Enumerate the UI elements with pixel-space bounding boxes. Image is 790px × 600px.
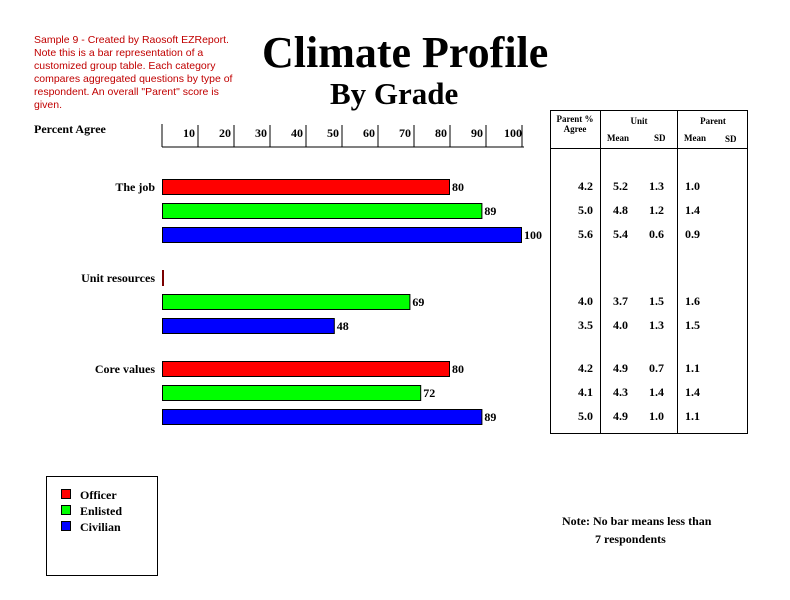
note-line-1: Note: No bar means less than [562,514,712,528]
data-label-enlisted: 72 [423,386,436,400]
legend-label-officer: Officer [80,488,117,502]
cell-unit-sd: 0.7 [649,361,664,375]
header-parent: Parent [700,116,726,126]
data-label-enlisted: 89 [484,204,497,218]
respondent-note [562,512,711,548]
x-tick-label: 10 [183,126,195,140]
cell-unit-mean: 4.3 [613,385,628,399]
cell-unit-sd: 1.2 [649,203,664,217]
cell-unit-mean: 4.8 [613,203,628,217]
cell-parent-pct: 5.0 [578,203,593,217]
cell-parent-pct: 5.6 [578,227,593,241]
cell-parent-pct: 4.2 [578,179,593,193]
chart-subtitle: By Grade [330,76,459,111]
data-label-officer: 80 [452,180,464,194]
cell-unit-mean: 4.0 [613,318,628,332]
cell-unit-sd: 1.0 [649,409,664,423]
header-unit: Unit [630,116,648,126]
header-parent-sd: SD [725,134,737,144]
bar-civilian [163,319,335,334]
note-line-2: 7 respondents [595,532,666,546]
category-label: Core values [94,362,155,376]
x-tick-label: 70 [399,126,411,140]
x-tick-label: 60 [363,126,375,140]
bar-officer [163,180,450,195]
cell-unit-mean: 3.7 [613,294,628,308]
data-label-civilian: 48 [336,319,349,333]
cell-unit-sd: 1.5 [649,294,664,308]
x-axis-label: Percent Agree [34,122,106,136]
header-unit-mean: Mean [607,133,629,143]
category-label: The job [115,180,155,194]
data-label-officer: 80 [452,362,464,376]
cell-parent-mean: 1.5 [685,318,700,332]
cell-unit-sd: 1.3 [649,318,664,332]
cell-unit-mean: 4.9 [613,361,628,375]
header-unit-sd: SD [654,133,666,143]
x-tick-label: 80 [435,126,447,140]
x-tick-label: 100 [504,126,522,140]
legend-item-civilian [61,520,121,534]
legend-swatch-officer [61,489,71,499]
cell-parent-mean: 1.0 [685,179,700,193]
legend-label-enlisted: Enlisted [80,504,123,518]
cell-parent-pct: 4.1 [578,385,593,399]
sample-description-note: Sample 9 - Created by Raosoft EZReport. Note this is a bar representation of a customized group table. Each category compares aggregated questions by type of respondent. An overall "Parent" score is given. [34,34,233,111]
x-tick-label: 50 [327,126,339,140]
data-label-civilian: 100 [524,228,542,242]
cell-parent-pct: 3.5 [578,318,593,332]
bar-officer-empty [162,270,164,286]
header-parent-mean: Mean [684,133,706,143]
cell-parent-mean: 1.4 [685,385,700,399]
x-tick-label: 20 [219,126,231,140]
legend-swatch-enlisted [61,505,71,515]
category-label: Unit resources [81,271,155,285]
bar-enlisted [163,386,421,401]
legend-swatch-civilian [61,521,71,531]
cell-parent-mean: 1.6 [685,294,700,308]
cell-unit-sd: 1.3 [649,179,664,193]
cell-parent-pct: 5.0 [578,409,593,423]
cell-parent-mean: 1.4 [685,203,700,217]
bar-enlisted [163,295,410,310]
stats-table [550,110,748,434]
cell-parent-pct: 4.2 [578,361,593,375]
cell-parent-pct: 4.0 [578,294,593,308]
x-tick-label: 40 [291,126,303,140]
cell-parent-mean: 0.9 [685,227,700,241]
bar-officer [163,362,450,377]
x-tick-label: 30 [255,126,267,140]
bar-enlisted [163,204,482,219]
legend-item-enlisted [61,504,122,518]
cell-parent-mean: 1.1 [685,409,700,423]
cell-unit-mean: 5.4 [613,227,628,241]
legend-label-civilian: Civilian [80,520,121,534]
data-label-civilian: 89 [484,410,497,424]
x-tick-label: 90 [471,126,483,140]
cell-unit-mean: 5.2 [613,179,628,193]
chart-title: Climate Profile [262,28,549,77]
bar-civilian [163,228,522,243]
header-parent-pct-agree: Parent % Agree [556,114,594,134]
legend [46,476,158,576]
data-label-enlisted: 69 [412,295,425,309]
bar-civilian [163,410,482,425]
cell-parent-mean: 1.1 [685,361,700,375]
cell-unit-sd: 1.4 [649,385,664,399]
legend-item-officer [61,488,117,502]
cell-unit-mean: 4.9 [613,409,628,423]
cell-unit-sd: 0.6 [649,227,664,241]
